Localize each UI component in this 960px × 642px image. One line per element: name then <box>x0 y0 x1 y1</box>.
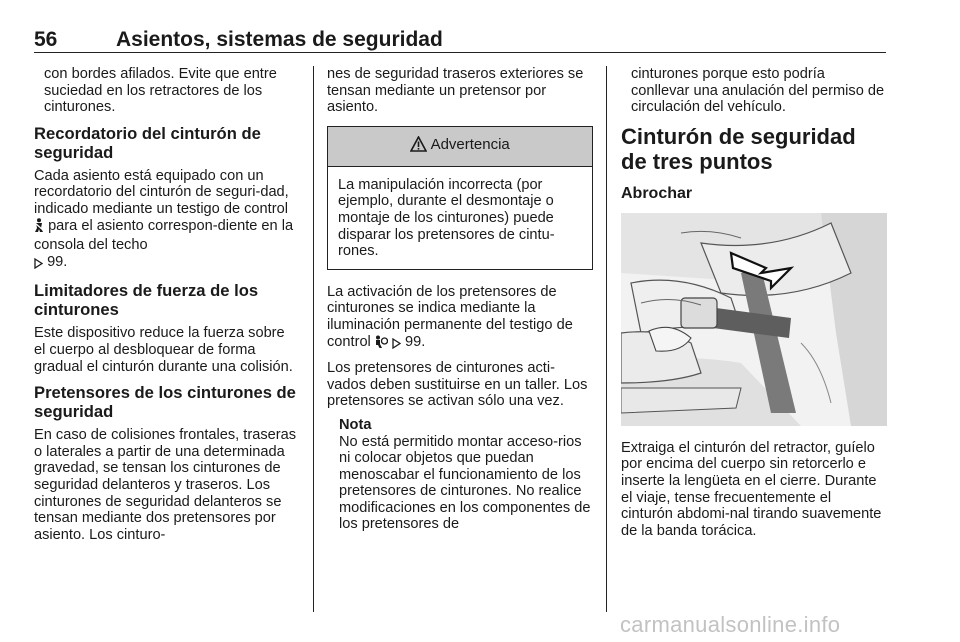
watermark: carmanualsonline.info <box>620 612 841 637</box>
note-title: Nota <box>339 416 372 433</box>
page-title: Asientos, sistemas de seguridad <box>116 28 443 51</box>
limiters-paragraph: Este dispositivo reduce la fuerza sobre el cuerpo al desbloquear de forma gradual el cinturón durante una colisión. <box>34 325 293 375</box>
pretensioners-paragraph: En caso de colisiones frontales, traseras o laterales a partir de una determinada gravedad, se tensan los cinturones de seguridad delanteros y traseros. Los cinturones de seguridad delanteros se tensan mediante dos pretensores por asiento. Los cinturo- <box>34 427 297 543</box>
note-text: No está permitido montar acceso-rios ni colocar objetos que puedan menoscabar el funcionamiento de los pretensores de cinturones. No realice modificaciones en los componentes de los pretensores de <box>339 433 591 533</box>
replace-paragraph: Los pretensores de cinturones acti-vados deben sustituirse en un taller. Los pretensores se activan sólo una vez. <box>327 360 588 410</box>
pretensioners-heading: Pretensores de los cinturones de seguridad <box>34 383 296 422</box>
seatbelt-illustration <box>621 213 887 426</box>
continued-text: con bordes afilados. Evite que entre suciedad en los retractores de los cinturones. <box>44 66 277 116</box>
column-3 <box>621 66 887 546</box>
column-divider <box>606 66 607 612</box>
reminder-paragraph: Cada asiento está equipado con un recordatorio del cinturón de seguri-dad, indicado mediante un testigo de control para el asiento correspon-diente en la consola del techo 99. <box>34 168 298 274</box>
column-divider <box>313 66 314 612</box>
airbag-icon <box>375 335 388 354</box>
page-header <box>34 26 886 53</box>
warning-header <box>328 127 592 167</box>
warning-text: La manipulación incorrecta (por ejemplo, durante el desmontaje o montaje de los cinturones) puede disparar los pretensores de cintu-rones. <box>338 176 555 260</box>
continued-text: nes de seguridad traseros exteriores se tensan mediante un pretensor por asiento. <box>327 66 584 116</box>
note-block <box>327 417 593 533</box>
column-2 <box>327 66 593 533</box>
triangle-right-icon <box>34 257 43 274</box>
triangle-right-icon <box>392 337 401 354</box>
warning-triangle-icon <box>410 136 427 157</box>
fasten-paragraph: Extraiga el cinturón del retractor, guíelo por encima del cuerpo sin retorcerlo e inserte la lengüeta en el cierre. Durante el viaje, tense frecuentemente el cinturón abdomi-nal tirando suavemente de la banda torácica. <box>621 439 882 539</box>
page-number: 56 <box>34 28 58 51</box>
activation-paragraph: La activación de los pretensores de cinturones se indica mediante la iluminación permanente del testigo de control 99. <box>327 284 593 353</box>
sub-heading: Abrochar <box>621 184 693 202</box>
continued-text: cinturones porque esto podría conllevar una anulación del permiso de circulación del vehículo. <box>631 66 885 116</box>
limiters-heading: Limitadores de fuerza de los cinturones <box>34 281 259 320</box>
column-1 <box>34 66 298 550</box>
warning-title: Advertencia <box>430 135 510 153</box>
reminder-heading: Recordatorio del cinturón de seguridad <box>34 123 261 162</box>
warning-box <box>327 126 593 270</box>
section-heading: Cinturón de seguridad de tres puntos <box>621 123 856 174</box>
seatbelt-reminder-icon <box>34 218 44 238</box>
